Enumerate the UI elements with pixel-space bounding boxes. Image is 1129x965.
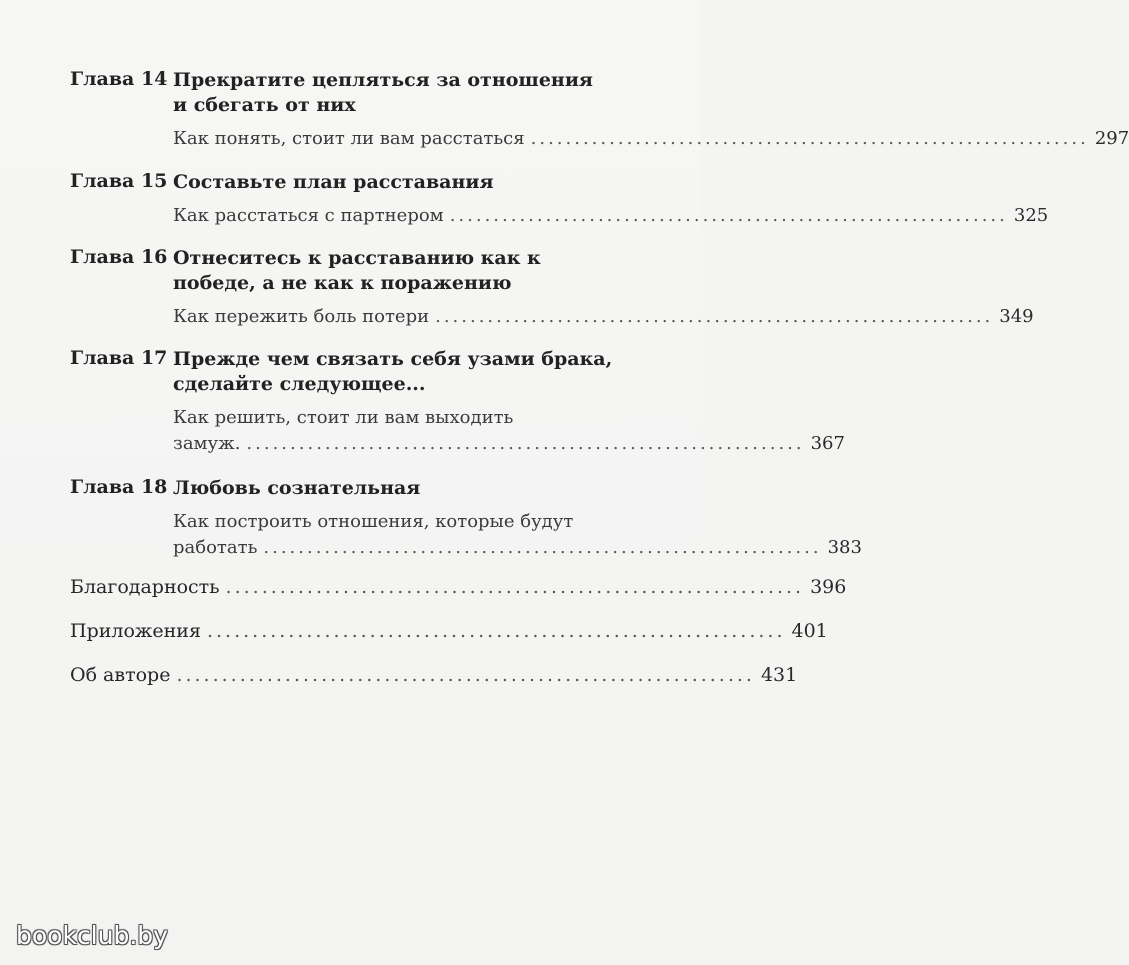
chapter-subtitle-line2: замуж. xyxy=(173,433,241,454)
chapter-label: Глава 18 xyxy=(70,476,168,498)
dot-leader: ................................................................ xyxy=(246,433,805,454)
chapter-subtitle-row xyxy=(173,126,1129,151)
dot-leader: ................................................................ xyxy=(530,128,1089,149)
page-number: 431 xyxy=(760,664,798,686)
chapter-label: Глава 17 xyxy=(70,347,168,369)
back-matter-title: Об авторе xyxy=(70,664,171,686)
chapter-subtitle-line1: Как построить отношения, которые будут xyxy=(173,511,574,532)
chapter-subtitle: Как понять, стоит ли вам расстаться xyxy=(173,128,525,149)
chapter-label: Глава 15 xyxy=(70,170,168,192)
chapter-subtitle-row xyxy=(173,535,862,560)
page-number: 367 xyxy=(810,433,845,454)
chapter-subtitle: Как расстаться с партнером xyxy=(173,205,444,226)
chapter-title: Составьте план расставания xyxy=(173,171,494,193)
chapter-subtitle: Как пережить боль потери xyxy=(173,306,430,327)
chapter-title: Любовь сознательная xyxy=(173,477,421,499)
page-number: 349 xyxy=(999,306,1034,327)
dot-leader: ................................................................ xyxy=(435,306,994,327)
dot-leader: ................................................................ xyxy=(176,664,755,686)
back-matter-title: Благодарность xyxy=(70,576,220,598)
back-matter-title: Приложения xyxy=(70,620,201,642)
chapter-title: Прежде чем связать себя узами брака, сделайте следующее... xyxy=(173,348,613,395)
chapter-subtitle-line2: работать xyxy=(173,537,258,558)
chapter-title: Отнеситесь к расставанию как к победе, а не как к поражению xyxy=(173,247,541,294)
chapter-subtitle-row xyxy=(173,304,1034,329)
toc-back-matter-appendices xyxy=(70,620,828,642)
chapter-label: Глава 14 xyxy=(70,68,168,90)
chapter-subtitle-row xyxy=(173,431,845,456)
toc-back-matter-about-author xyxy=(70,664,798,686)
dot-leader: ................................................................ xyxy=(263,537,822,558)
page-number: 396 xyxy=(810,576,847,598)
chapter-label: Глава 16 xyxy=(70,246,168,268)
page-number: 297 xyxy=(1094,128,1129,149)
page-number: 401 xyxy=(791,620,828,642)
page-number: 383 xyxy=(827,537,862,558)
page-number: 325 xyxy=(1013,205,1049,226)
chapter-title: Прекратите цепляться за отношения и сбегать от них xyxy=(173,69,593,116)
dot-leader: ................................................................ xyxy=(449,205,1008,226)
chapter-subtitle-row xyxy=(173,203,1049,228)
watermark-logo: bookclub.by xyxy=(16,921,168,950)
chapter-subtitle-line1: Как решить, стоит ли вам выходить xyxy=(173,407,514,428)
dot-leader: ................................................................ xyxy=(206,620,786,642)
dot-leader: ................................................................ xyxy=(225,576,805,598)
toc-back-matter-acknowledgements xyxy=(70,576,847,598)
